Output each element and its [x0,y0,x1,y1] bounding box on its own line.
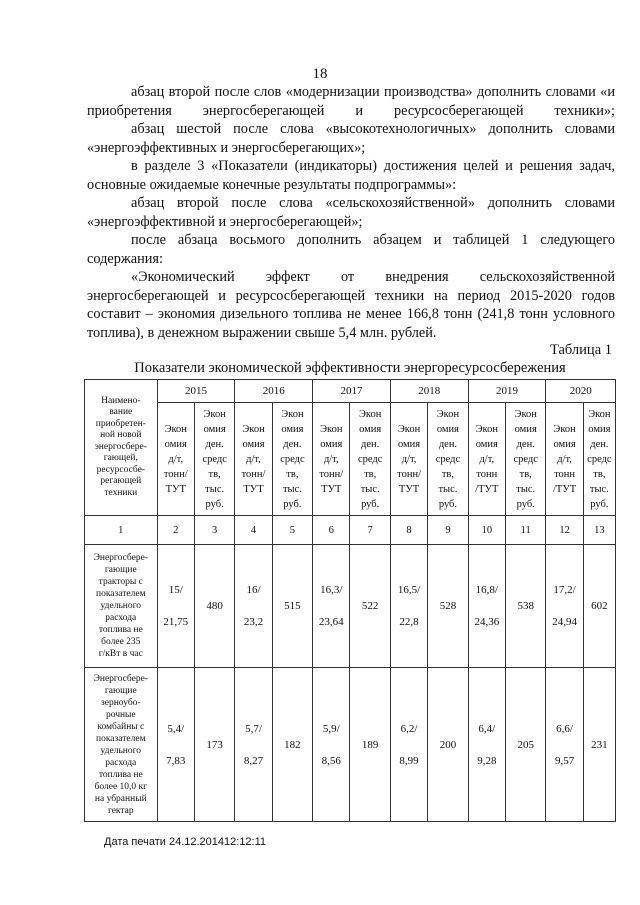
column-number: 11 [505,516,545,545]
header-metric: Экон омия д/т, тонн /ТУТ [468,403,505,516]
paragraph: абзац второй после слов «модернизации производства» дополнить словами «и приобретения энергосберегающей и ресурсосберегающей техники»; [87,84,615,119]
paragraph: абзац второй после слова «сельскохозяйственной» дополнить словами «энергоэффективной и энергосберегающей»; [87,195,615,230]
header-year: 2017 [313,380,391,403]
header-metric: Экон омия д/т, тонн/ ТУТ [390,403,427,516]
column-number: 12 [546,516,583,545]
row-technique-name: Энергосбере- гающие тракторы с показателем удельного расхода топлива не более 235 г/кВт в час [85,545,158,668]
header-technique-name: Наимено- вание приобретен- ной новой энергосбере- гающей, ресурсосбе- регающей техники [85,380,158,516]
table-cell: 5,7/ 8,27 [235,668,272,822]
table-cell: 182 [272,668,312,822]
column-number: 3 [194,516,234,545]
header-year: 2016 [235,380,313,403]
table-cell: 16/ 23,2 [235,545,272,668]
paragraph: в разделе 3 «Показатели (индикаторы) достижения целей и решения задач, основные ожидаемые конечные результаты подпрограммы»: [87,158,615,193]
header-metric: Экон омия ден. средс тв, тыс. руб. [194,403,234,516]
table-cell: 16,8/ 24,36 [468,545,505,668]
header-metric: Экон омия ден. средс тв, тыс. руб. [583,403,615,516]
table-cell: 5,4/ 7,83 [157,668,194,822]
header-metric: Экон омия д/т, тонн/ ТУТ [157,403,194,516]
paragraph: «Экономический эффект от внедрения сельскохозяйственной энергосберегающей и ресурсосберегающей техники на период 2015-2020 годов составит – экономия дизельного топлива не менее 166,8 тонн (241,8 тонн условного топлива), в денежном выражении свыше 5,4 млн. рублей. [87,269,615,341]
document-body [87,83,615,342]
row-technique-name: Энергосбере- гающие зерноубо- рочные комбайны с показателем удельного расхода топлива не более 10,0 кг на убранный гектар [85,668,158,822]
table-cell: 538 [505,545,545,668]
efficiency-table [84,379,616,822]
column-number: 9 [428,516,468,545]
table-cell: 205 [505,668,545,822]
table-cell: 189 [350,668,390,822]
paragraph: абзац шестой после слова «высокотехнологичных» дополнить словами «энергоэффективных и энергосберегающих»; [87,121,615,156]
print-date: Дата печати 24.12.201412:12:11 [104,836,267,848]
table-cell: 515 [272,545,312,668]
column-number: 2 [157,516,194,545]
column-number: 1 [85,516,158,545]
table-cell: 528 [428,545,468,668]
paragraph: после абзаца восьмого дополнить абзацем и таблицей 1 следующего содержания: [87,232,615,267]
column-number: 7 [350,516,390,545]
header-metric: Экон омия ден. средс тв, тыс. руб. [272,403,312,516]
column-number: 6 [313,516,350,545]
column-number: 13 [583,516,615,545]
table-header-metrics [85,403,616,516]
header-year: 2018 [390,380,468,403]
table-cell: 6,6/ 9,57 [546,668,583,822]
table-label: Таблица 1 [549,342,612,358]
header-year: 2015 [157,380,235,403]
table-column-numbers [85,516,616,545]
table-cell: 5,9/ 8,56 [313,668,350,822]
table-row [85,668,616,822]
table-row [85,545,616,668]
header-metric: Экон омия ден. средс тв, тыс. руб. [350,403,390,516]
table-title: Показатели экономической эффективности энергоресурсосбережения [134,360,566,376]
table-cell: 602 [583,545,615,668]
column-number: 4 [235,516,272,545]
column-number: 10 [468,516,505,545]
table-cell: 480 [194,545,234,668]
table-cell: 15/ 21,75 [157,545,194,668]
table-cell: 522 [350,545,390,668]
column-number: 8 [390,516,427,545]
table-cell: 16,5/ 22,8 [390,545,427,668]
header-metric: Экон омия д/т, тонн /ТУТ [546,403,583,516]
page-number: 18 [312,66,328,82]
header-year: 2020 [546,380,616,403]
header-year: 2019 [468,380,546,403]
table-cell: 6,4/ 9,28 [468,668,505,822]
header-metric: Экон омия д/т, тонн/ ТУТ [235,403,272,516]
table-cell: 173 [194,668,234,822]
table-cell: 6,2/ 8,99 [390,668,427,822]
column-number: 5 [272,516,312,545]
table-cell: 231 [583,668,615,822]
header-metric: Экон омия д/т, тонн/ ТУТ [313,403,350,516]
table-cell: 17,2/ 24,94 [546,545,583,668]
header-metric: Экон омия ден. средс тв, тыс. руб. [505,403,545,516]
table-cell: 200 [428,668,468,822]
header-metric: Экон омия ден. средс тв, тыс. руб. [428,403,468,516]
table-header-years [85,380,616,403]
table-cell: 16,3/ 23,64 [313,545,350,668]
